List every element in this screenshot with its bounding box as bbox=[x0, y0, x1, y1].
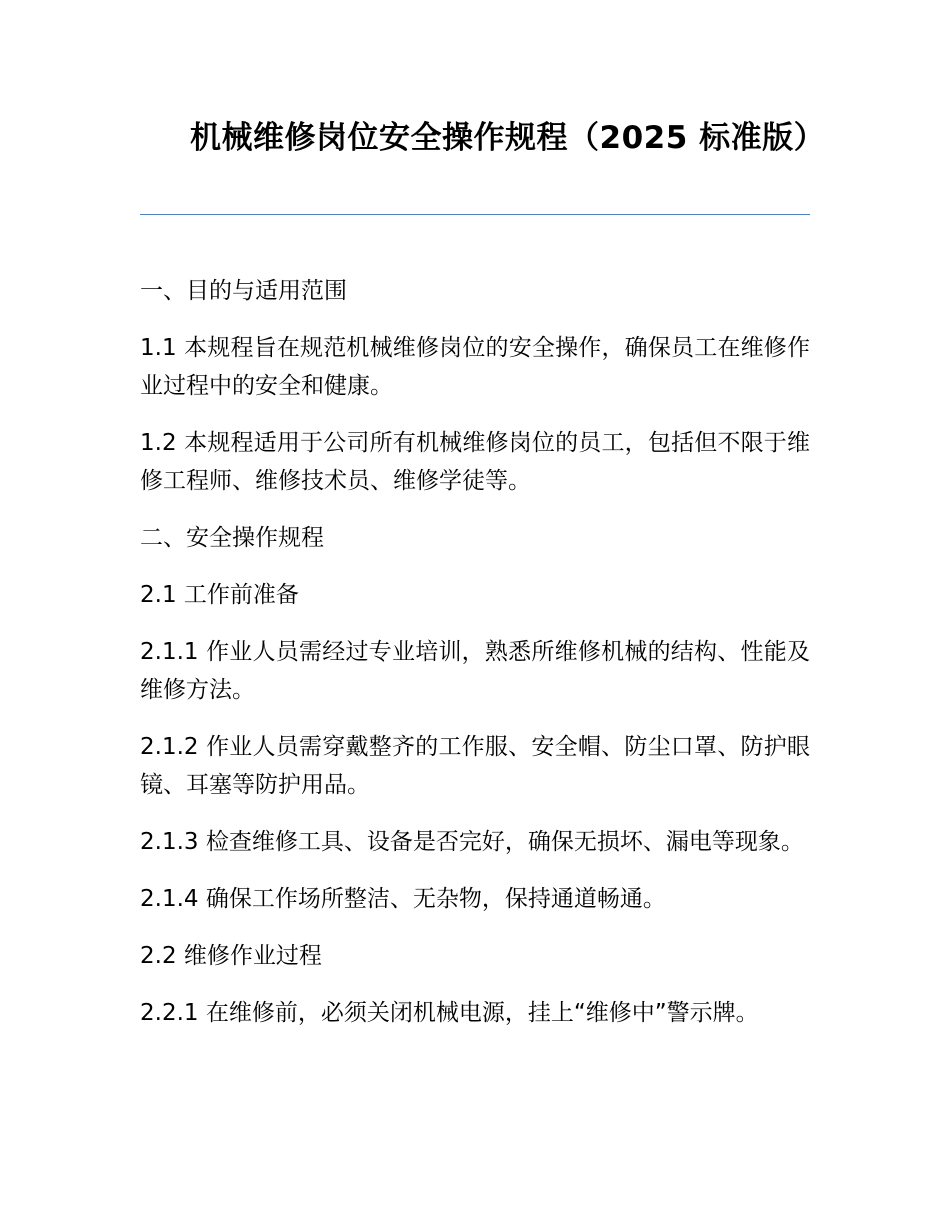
title-underline bbox=[140, 214, 810, 215]
subsection-heading-2-1: 2.1 工作前准备 bbox=[140, 582, 299, 608]
document-title: 机械维修岗位安全操作规程（2025 标准版） bbox=[190, 120, 826, 156]
clause-2-1-2: 2.1.2 作业人员需穿戴整齐的工作服、安全帽、防尘口罩、防护眼镜、耳塞等防护用品。 bbox=[140, 734, 810, 798]
section-heading-procedures: 二、安全操作规程 bbox=[140, 525, 324, 551]
section-heading-purpose: 一、目的与适用范围 bbox=[140, 278, 347, 304]
clause-2-1-1: 2.1.1 作业人员需经过专业培训，熟悉所维修机械的结构、性能及维修方法。 bbox=[140, 639, 810, 703]
clause-1-2: 1.2 本规程适用于公司所有机械维修岗位的员工，包括但不限于维修工程师、维修技术员、维修学徒等。 bbox=[140, 430, 810, 494]
document-page bbox=[140, 0, 826, 1230]
clause-1-1: 1.1 本规程旨在规范机械维修岗位的安全操作，确保员工在维修作业过程中的安全和健康。 bbox=[140, 335, 810, 399]
subsection-heading-2-2: 2.2 维修作业过程 bbox=[140, 943, 322, 969]
clause-2-1-4: 2.1.4 确保工作场所整洁、无杂物，保持通道畅通。 bbox=[140, 886, 666, 912]
clause-2-1-3: 2.1.3 检查维修工具、设备是否完好，确保无损坏、漏电等现象。 bbox=[140, 829, 804, 855]
document-body bbox=[140, 272, 810, 1051]
clause-2-2-1: 2.2.1 在维修前，必须关闭机械电源，挂上“维修中”警示牌。 bbox=[140, 1000, 759, 1026]
